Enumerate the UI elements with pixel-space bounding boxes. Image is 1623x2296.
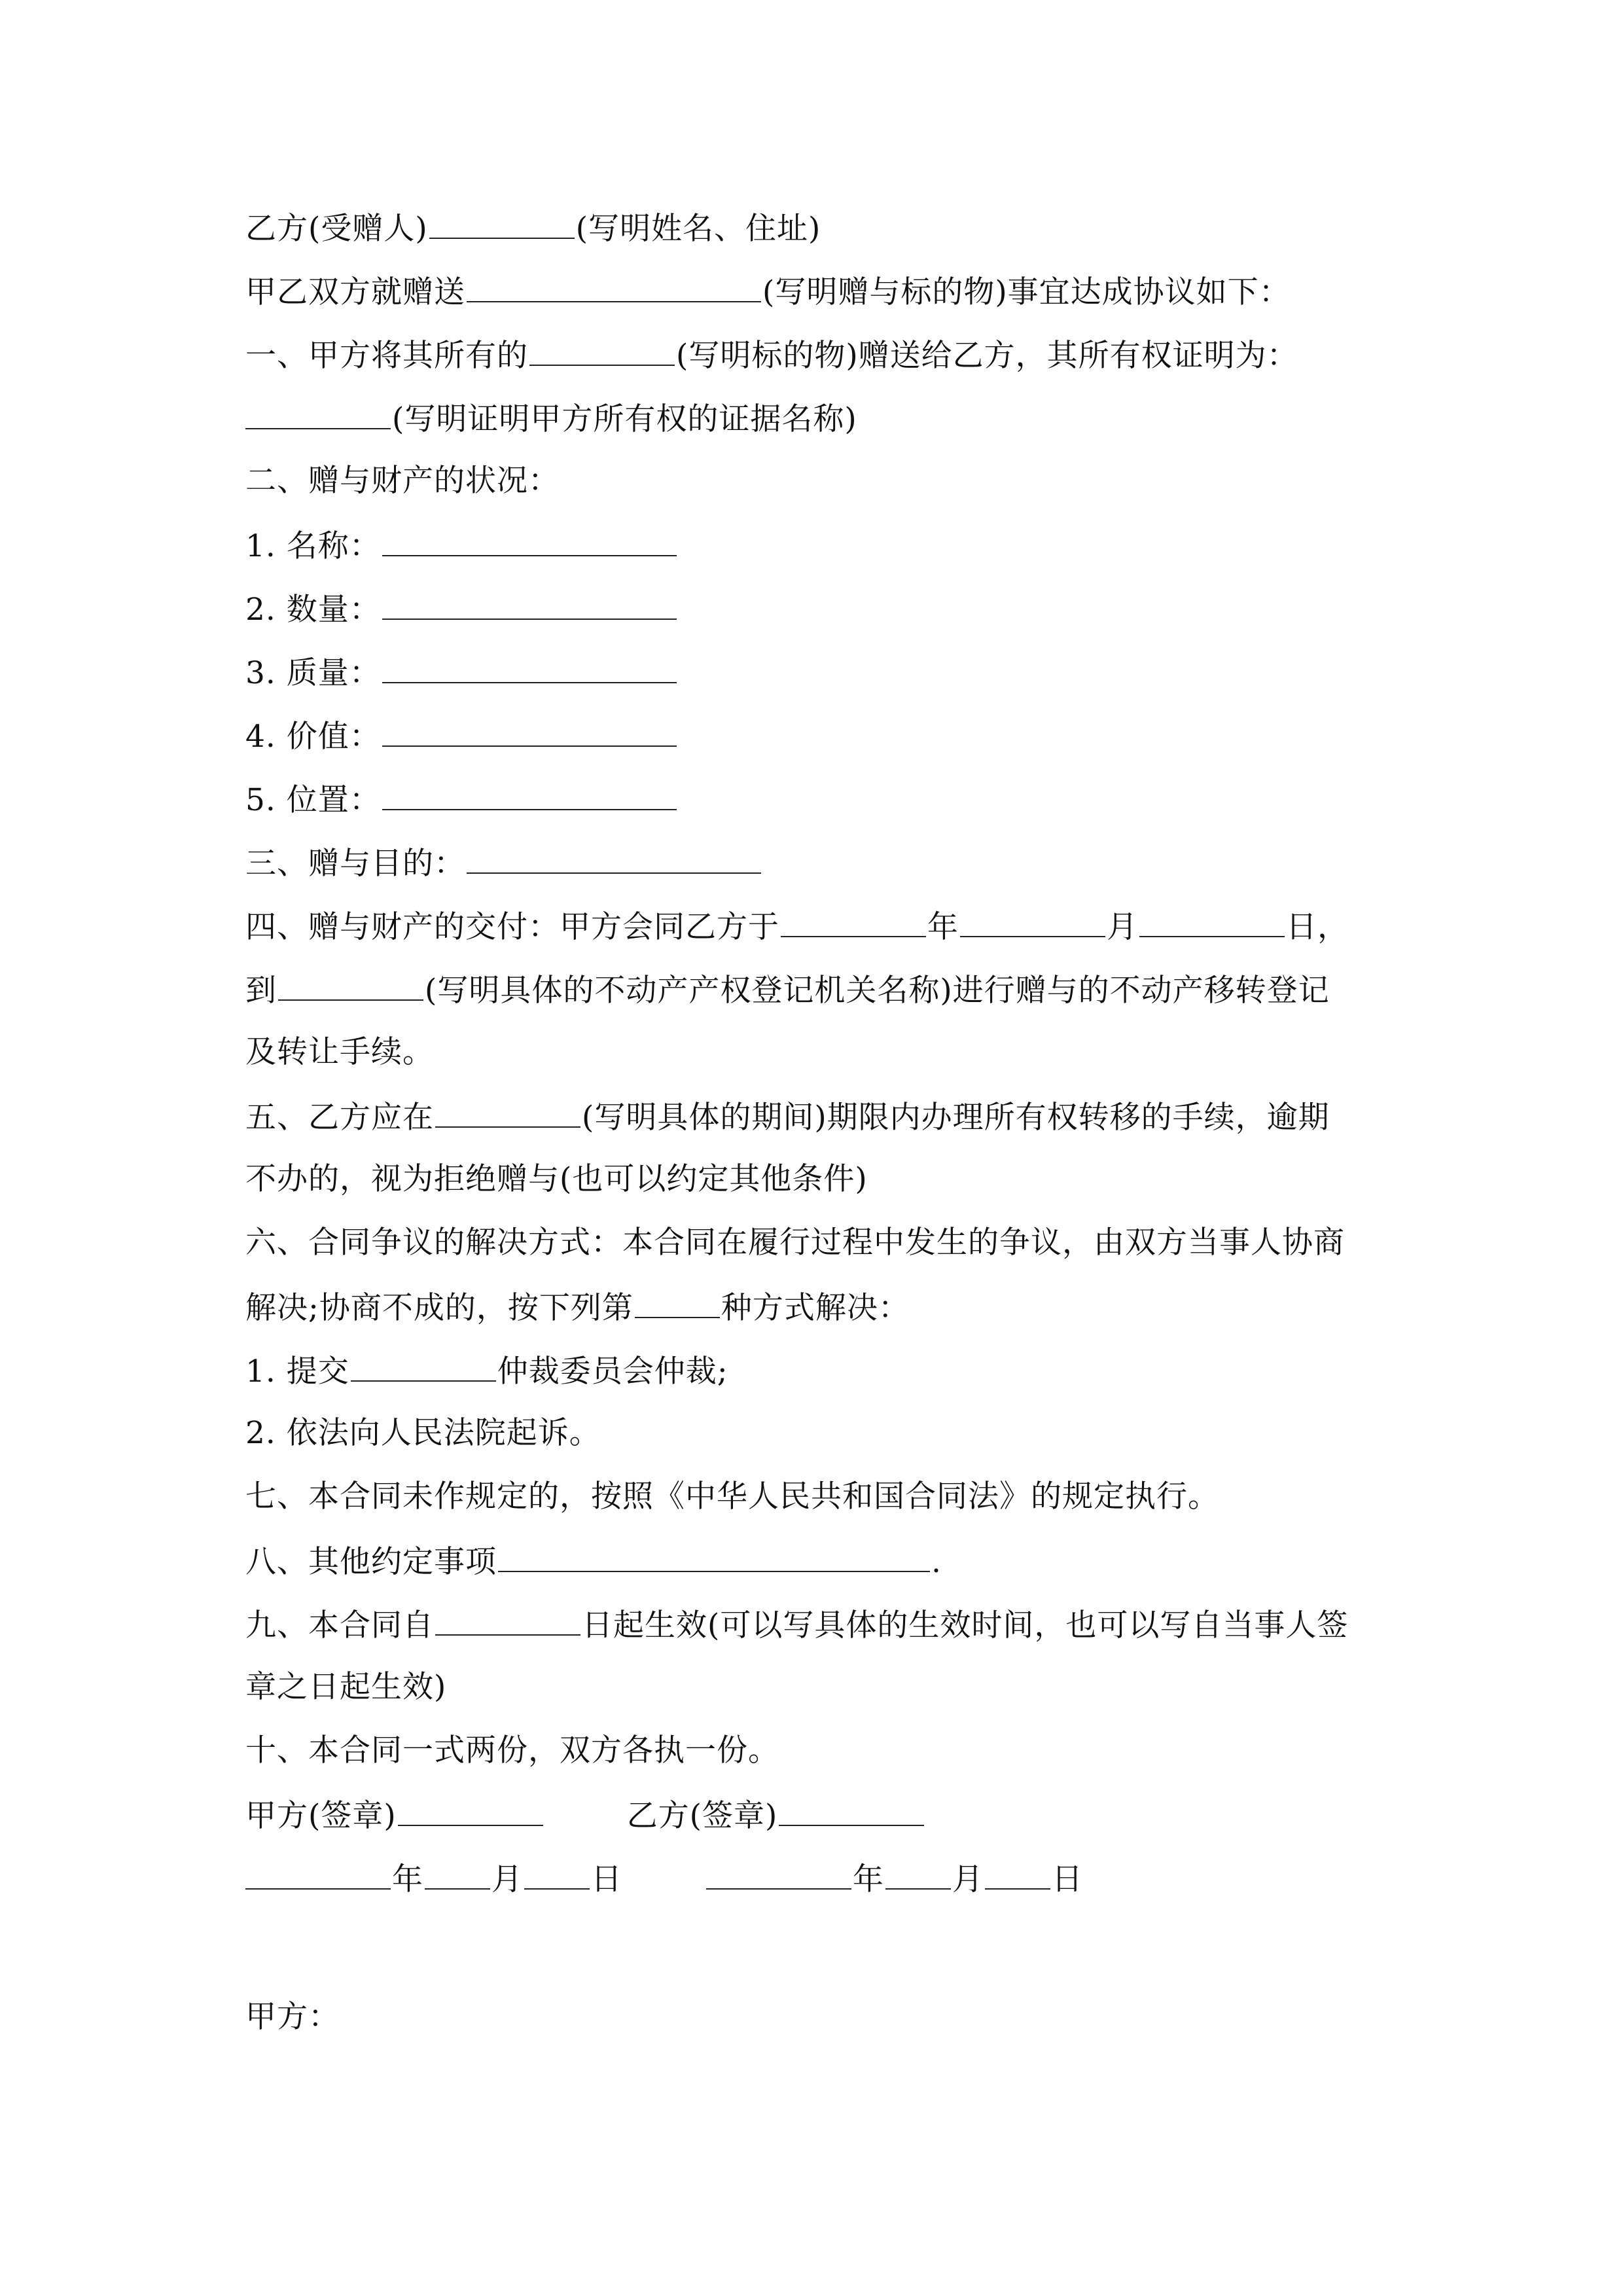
blank-field[interactable] — [781, 906, 926, 937]
text: . — [931, 1544, 942, 1580]
text: (写明证明甲方所有权的证据名称) — [392, 401, 857, 437]
text: 及转让手续。 — [245, 1034, 434, 1070]
text: 年 — [927, 909, 959, 945]
text: 甲方： — [245, 1999, 340, 2035]
party-b-sign-label: 乙方(签章) — [626, 1798, 778, 1834]
text: 章之日起生效) — [245, 1669, 447, 1705]
text: 二、赠与财产的状况： — [245, 463, 560, 499]
text: 种方式解决： — [721, 1290, 910, 1326]
line-party-a-footer — [245, 1998, 340, 2037]
line-clause-2 — [245, 461, 560, 501]
line-clause-1-cont — [245, 398, 857, 437]
text: 四、赠与财产的交付：甲方会同乙方于 — [245, 909, 779, 945]
line-clause-8 — [245, 1541, 942, 1580]
text: 1. 名称： — [245, 528, 381, 564]
line-clause-10 — [245, 1731, 779, 1770]
text: 4. 价值： — [245, 719, 381, 755]
line-recipient — [245, 207, 821, 247]
party-b-day-field[interactable] — [985, 1858, 1050, 1890]
party-a-month-field[interactable] — [425, 1858, 490, 1890]
text: 日 — [591, 1861, 622, 1897]
line-clause-7 — [245, 1477, 1219, 1516]
party-b-month-field[interactable] — [885, 1858, 951, 1890]
text: 日起生效(可以写具体的生效时间，也可以写自当事人签 — [582, 1607, 1349, 1643]
text: 七、本合同未作规定的，按照《中华人民共和国合同法》的规定执行。 — [245, 1479, 1219, 1515]
blank-field[interactable] — [382, 588, 677, 620]
blank-field[interactable] — [529, 334, 675, 366]
text: 2. 依法向人民法院起诉。 — [245, 1415, 601, 1451]
text: 3. 质量： — [245, 655, 381, 691]
line-item-value — [245, 715, 678, 755]
text: 1. 提交 — [245, 1354, 349, 1390]
line-item-name — [245, 525, 678, 564]
line-clause-9-cont — [245, 1668, 446, 1707]
line-agreement-intro — [245, 271, 1291, 310]
text: 仲裁委员会仲裁; — [497, 1354, 728, 1390]
party-b-signature-field[interactable] — [779, 1795, 924, 1826]
line-dates — [245, 1858, 1083, 1897]
line-clause-4 — [245, 906, 1349, 945]
blank-field[interactable] — [382, 652, 677, 683]
text: 日， — [1286, 909, 1349, 945]
line-clause-6 — [245, 1223, 1345, 1263]
line-clause-6-cont — [245, 1287, 910, 1326]
text: 月 — [952, 1861, 984, 1897]
text: 年 — [853, 1861, 884, 1897]
text: 五、乙方应在 — [245, 1100, 434, 1136]
text: (写明姓名、住址) — [575, 211, 821, 247]
text: 月 — [1107, 909, 1138, 945]
text: 日 — [1052, 1861, 1083, 1897]
line-signatures — [245, 1795, 925, 1834]
text: 十、本合同一式两份，双方各执一份。 — [245, 1732, 779, 1768]
line-item-location — [245, 779, 678, 818]
blank-field[interactable] — [382, 715, 677, 747]
text: 解决;协商不成的，按下列第 — [245, 1290, 633, 1326]
blank-field[interactable] — [278, 969, 423, 1001]
line-clause-3 — [245, 842, 762, 882]
line-clause-4-cont — [245, 969, 1330, 1009]
blank-field[interactable] — [435, 1604, 580, 1636]
line-clause-1 — [245, 334, 1298, 374]
line-clause-5 — [245, 1096, 1330, 1136]
blank-field[interactable] — [1139, 906, 1285, 937]
text: 三、赠与目的： — [245, 846, 465, 882]
blank-field[interactable] — [382, 525, 677, 556]
blank-field[interactable] — [467, 271, 761, 302]
line-item-quantity — [245, 588, 678, 628]
text: 2. 数量： — [245, 592, 381, 628]
blank-field[interactable] — [498, 1541, 930, 1572]
line-clause-6-option-2 — [245, 1414, 601, 1453]
line-clause-4-end — [245, 1033, 434, 1072]
blank-field[interactable] — [351, 1350, 496, 1382]
text: (写明具体的期间)期限内办理所有权转移的手续，逾期 — [582, 1100, 1330, 1136]
blank-field[interactable] — [382, 779, 677, 810]
text: (写明具体的不动产产权登记机关名称)进行赠与的不动产移转登记 — [425, 973, 1330, 1009]
party-a-sign-label: 甲方(签章) — [245, 1798, 397, 1834]
text: 八、其他约定事项 — [245, 1544, 497, 1580]
blank-field[interactable] — [435, 1096, 580, 1128]
blank-field[interactable] — [467, 842, 761, 874]
text: 不办的，视为拒绝赠与(也可以约定其他条件) — [245, 1161, 868, 1197]
line-clause-5-cont — [245, 1160, 868, 1199]
text: 乙方(受赠人) — [245, 211, 428, 247]
text: (写明标的物)赠送给乙方，其所有权证明为： — [676, 338, 1298, 374]
text: 年 — [392, 1861, 423, 1897]
party-a-signature-field[interactable] — [398, 1795, 543, 1826]
text: 九、本合同自 — [245, 1607, 434, 1643]
blank-field[interactable] — [635, 1287, 720, 1318]
text: 到 — [245, 973, 277, 1009]
party-b-year-field[interactable] — [706, 1858, 851, 1890]
text: 一、甲方将其所有的 — [245, 338, 528, 374]
party-a-year-field[interactable] — [245, 1858, 391, 1890]
party-a-day-field[interactable] — [524, 1858, 590, 1890]
text: 甲乙双方就赠送 — [245, 274, 465, 310]
blank-field[interactable] — [960, 906, 1105, 937]
text: (写明赠与标的物)事宜达成协议如下： — [762, 274, 1291, 310]
text: 月 — [491, 1861, 523, 1897]
blank-field[interactable] — [429, 207, 575, 239]
line-item-quality — [245, 652, 678, 691]
text: 六、合同争议的解决方式：本合同在履行过程中发生的争议，由双方当事人协商 — [245, 1225, 1345, 1261]
line-clause-6-option-1 — [245, 1350, 728, 1390]
text: 5. 位置： — [245, 782, 381, 818]
blank-field[interactable] — [245, 398, 391, 429]
line-clause-9 — [245, 1604, 1348, 1643]
